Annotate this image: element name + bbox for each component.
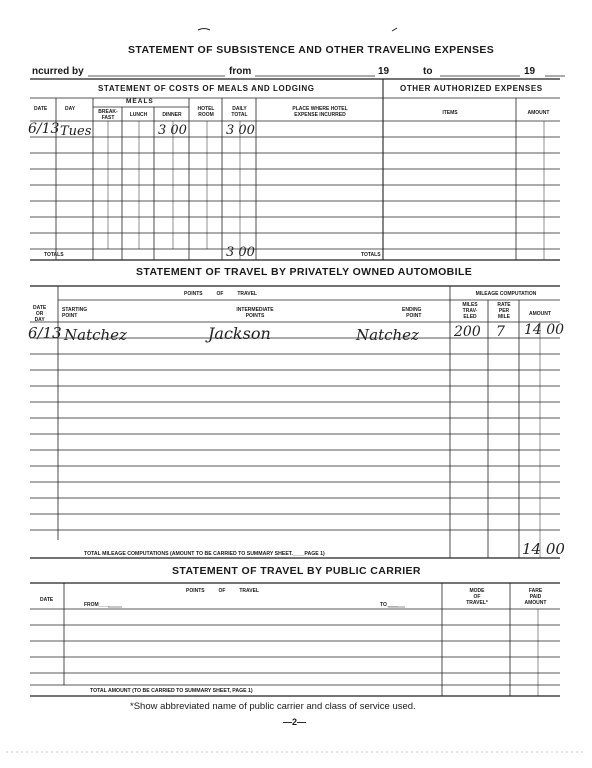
col-dinner: DINNER — [162, 112, 182, 118]
carrier-col-to: TO____ — [380, 602, 398, 608]
auto-col-date: DATE OR DAY — [33, 305, 47, 323]
carrier-col-from: FROM____ — [84, 602, 110, 608]
meals-totals-value: 3 00 — [226, 245, 255, 260]
col-daily-total: DAILY TOTAL — [231, 106, 248, 118]
auto-section-heading: STATEMENT OF TRAVEL BY PRIVATELY OWNED AUTOMOBILE — [136, 266, 473, 278]
meal-row-daily-total: 3 00 — [226, 123, 255, 138]
meal-row-dinner: 3 00 — [158, 123, 187, 138]
auto-row-end: Natchez — [356, 326, 419, 344]
auto-col-mileage: MILEAGE COMPUTATION — [475, 291, 537, 297]
form-title: STATEMENT OF SUBSISTENCE AND OTHER TRAVELING EXPENSES — [128, 44, 495, 56]
col-place: PLACE WHERE HOTEL EXPENSE INCURRED — [292, 106, 348, 118]
auto-row-date: 6/13 — [28, 324, 62, 342]
col-day: DAY — [65, 106, 76, 112]
meals-totals-label: TOTALS — [44, 252, 64, 258]
auto-col-amount: AMOUNT — [529, 311, 551, 317]
page-number: —2— — [283, 717, 307, 727]
incurred-by-label: ncurred by — [32, 66, 84, 77]
col-hotel-room: HOTEL ROOM — [197, 106, 215, 118]
col-breakfast: BREAK- FAST — [98, 109, 118, 121]
to-label: to — [423, 66, 433, 77]
year-label-1: 19 — [378, 66, 390, 77]
other-totals-label: TOTALS — [361, 252, 381, 258]
auto-total-value: 14 00 — [522, 540, 565, 558]
col-lunch: LUNCH — [129, 112, 148, 118]
carrier-col-date: DATE — [40, 597, 54, 603]
auto-col-miles: MILES TRAV- ELED — [462, 302, 478, 320]
auto-row-amount: 14 00 — [524, 322, 565, 338]
year-label-2: 19 — [524, 66, 536, 77]
auto-col-intermediate: INTERMEDIATE POINTS — [236, 307, 274, 319]
col-amount: AMOUNT — [527, 110, 550, 116]
auto-col-starting: STARTING POINT — [62, 307, 88, 319]
col-items: ITEMS — [442, 110, 458, 116]
footnote: *Show abbreviated name of public carrier and class of service used. — [130, 701, 416, 712]
meal-row-date: 6/13 — [28, 121, 60, 137]
from-label: from — [229, 66, 252, 77]
col-meals: MEALS — [126, 98, 154, 105]
auto-row-start: Natchez — [64, 326, 127, 344]
carrier-col-points: POINTS OF TRAVEL — [186, 588, 259, 594]
auto-total-label: TOTAL MILEAGE COMPUTATIONS (AMOUNT TO BE CARRIED TO SUMMARY SHEET.____PAGE 1) — [84, 551, 325, 557]
col-date: DATE — [34, 106, 48, 112]
meals-section-heading: STATEMENT OF COSTS OF MEALS AND LODGING — [98, 84, 315, 93]
carrier-col-mode: MODE OF TRAVEL* — [466, 588, 488, 606]
auto-row-miles: 200 — [454, 324, 481, 340]
auto-col-points-of-travel: POINTS OF TRAVEL — [184, 291, 257, 297]
auto-col-ending: ENDING POINT — [402, 307, 422, 319]
auto-row-rate: 7 — [496, 324, 505, 340]
auto-col-rate: RATE PER MILE — [497, 302, 511, 320]
carrier-total-label: TOTAL AMOUNT (TO BE CARRIED TO SUMMARY SHEET, PAGE 1) — [90, 688, 253, 694]
carrier-section-heading: STATEMENT OF TRAVEL BY PUBLIC CARRIER — [172, 565, 421, 577]
meal-row-day: Tues — [60, 124, 92, 139]
auto-row-intermediate: Jackson — [208, 324, 271, 343]
carrier-col-fare: FARE PAID AMOUNT — [524, 588, 547, 606]
other-expenses-heading: OTHER AUTHORIZED EXPENSES — [400, 84, 543, 93]
